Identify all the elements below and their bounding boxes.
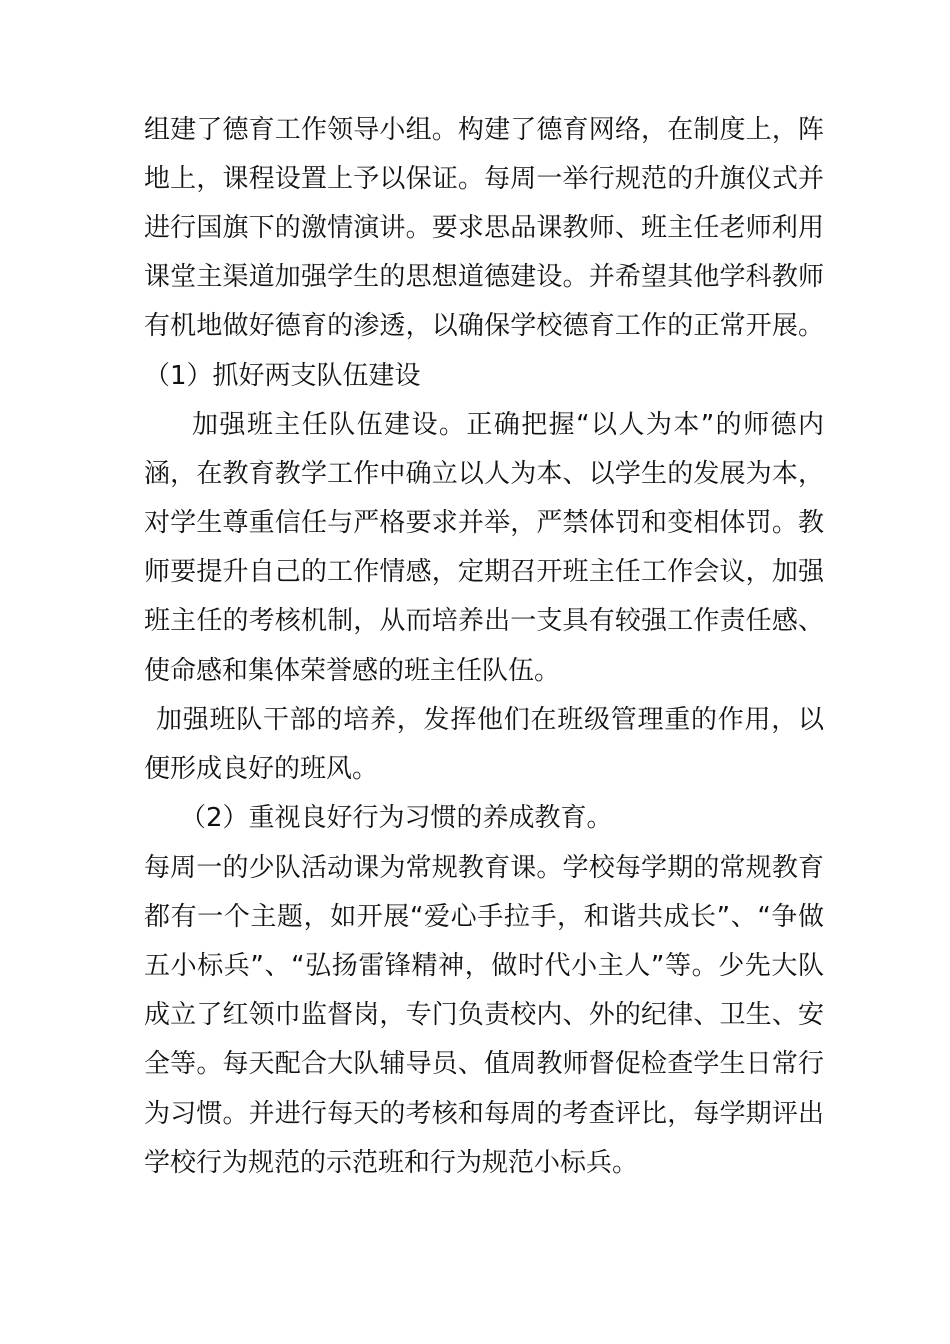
text-line: 都有一个主题，如开展“爱心手拉手，和谐共成长”、“争做 <box>144 902 824 932</box>
text-line: 加强班队干部的培养，发挥他们在班级管理重的作用，以 <box>156 705 824 735</box>
text-line: 加强班主任队伍建设。正确把握“以人为本”的师德内 <box>192 410 824 440</box>
text-line: 进行国旗下的激情演讲。要求思品课教师、班主任老师利用 <box>144 213 824 243</box>
text-line: 有机地做好德育的渗透，以确保学校德育工作的正常开展。 <box>144 311 824 341</box>
text-line: 便形成良好的班风。 <box>144 754 379 784</box>
text-line: 课堂主渠道加强学生的思想道德建设。并希望其他学科教师 <box>144 262 824 292</box>
text-line: 学校行为规范的示范班和行为规范小标兵。 <box>144 1148 639 1178</box>
text-line: 组建了德育工作领导小组。构建了德育网络，在制度上，阵 <box>144 115 824 145</box>
section-heading: （2）重视良好行为习惯的养成教育。 <box>180 803 613 833</box>
text-line: 师要提升自己的工作情感，定期召开班主任工作会议，加强 <box>144 557 824 587</box>
text-line: 全等。每天配合大队辅导员、值周教师督促检查学生日常行 <box>144 1049 824 1079</box>
text-line: 为习惯。并进行每天的考核和每周的考查评比，每学期评出 <box>144 1099 824 1129</box>
text-line: 对学生尊重信任与严格要求并举，严禁体罚和变相体罚。教 <box>144 508 824 538</box>
text-line: 班主任的考核机制，从而培养出一支具有较强工作责任感、 <box>144 606 824 636</box>
text-line: 每周一的少队活动课为常规教育课。学校每学期的常规教育 <box>144 853 824 883</box>
text-line: 五小标兵”、“弘扬雷锋精神，做时代小主人”等。少先大队 <box>144 951 824 981</box>
text-line: 使命感和集体荣誉感的班主任队伍。 <box>144 656 561 686</box>
section-heading: （1）抓好两支队伍建设 <box>144 361 421 391</box>
text-line: 地上，课程设置上予以保证。每周一举行规范的升旗仪式并 <box>144 164 824 194</box>
text-line: 成立了红领巾监督岗，专门负责校内、外的纪律、卫生、安 <box>144 1000 824 1030</box>
text-line: 涵，在教育教学工作中确立以人为本、以学生的发展为本， <box>144 459 824 489</box>
